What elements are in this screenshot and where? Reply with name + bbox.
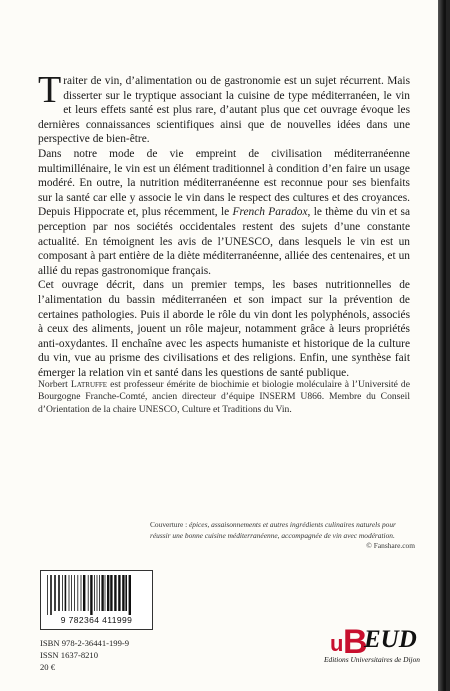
barcode-bar [83, 575, 85, 611]
author-bio [38, 379, 410, 416]
barcode-bar [58, 575, 60, 611]
author-bio-text: est professeur émérite de biochimie et biologie moléculaire à l’Université de Bourgogne Franche-Comté, ancien directeur d’équipe INSERM U866. Membre du Conseil d’Orientation de la chaire UNESCO, Culture et Traditions du Vin. [38, 379, 410, 415]
barcode-bar [81, 575, 82, 611]
barcode-bar [69, 575, 70, 611]
barcode-bar [99, 575, 100, 611]
barcode-bar [88, 575, 89, 611]
barcode [40, 570, 153, 630]
description-paragraph-3: Cet ouvrage décrit, dans un premier temps, les bases nutritionnelles de l’alimentation du bassin méditerranéen et son impact sur la prévention de certaines pathologies. Puis il aborde le rôle du vin dont les polyphénols, associés à ceux des aliments, jouent un rôle majeur, notamment grâce à leurs propriétés anti-oxydantes. Il enchaîne avec les aspects humaniste et historique de la culture du vin, vue au prisme des civilisations et des religions. Enfin, une synthèse fait émerger la relation vin et santé dans les questions de santé publique. [38, 279, 410, 379]
barcode-bar [107, 575, 109, 611]
barcode-bar [50, 575, 52, 615]
logo-u: u [330, 631, 344, 656]
barcode-bar [74, 575, 75, 611]
author-last-name: Latruffe [70, 379, 108, 390]
barcode-bar [101, 575, 103, 611]
cover-credit-description: épices, assaisonnements et autres ingrédients culinaires naturels pour réussir une bonne cuisine méditerranéenne, accompagnée de vin avec modération. [150, 520, 396, 540]
isbn-block [40, 637, 129, 661]
cover-credit-text [150, 520, 415, 541]
barcode-bar [90, 575, 92, 615]
barcode-bar [94, 575, 95, 611]
barcode-bar [77, 575, 78, 611]
french-paradox-term: French Paradox [232, 206, 308, 219]
description-paragraph-1: Traiter de vin, d’alimentation ou de gastronomie est un sujet récurrent. Mais disserter sur le tryptique associant la cuisine de type méditerranéen, le vin et leurs effets santé est plus rare, d’autant plus que cet ouvrage évoque les dernières connaissances scientifiques ainsi que de nouvelles idées dans une perspective de bien-être. [38, 69, 410, 146]
cover-credit-copyright: © Fanshare.com [366, 541, 415, 551]
issn-number: ISSN 1637-8210 [40, 650, 99, 660]
barcode-bar [62, 575, 63, 611]
barcode-bar [71, 575, 72, 611]
barcode-bar [110, 575, 112, 611]
barcode-bar [129, 575, 131, 615]
logo-eud: EUD [364, 626, 417, 653]
description-text [38, 69, 411, 380]
barcode-bar [97, 575, 98, 611]
barcode-bar [122, 575, 124, 611]
cover-credit [150, 520, 415, 552]
description-paragraph-2 [38, 147, 410, 278]
cover-credit-label: Couverture : [150, 520, 189, 529]
barcode-bar [54, 575, 56, 611]
logo-b: B [343, 623, 368, 661]
cover-edge [438, 0, 444, 691]
description-paragraph-2-b: , le thème du vin et sa perception par nos sociétés occidentales restent des sujets d’une constante actualité. En témoignent les avis de l’UNESCO, dans lesquels le vin est un composant à part entière de la diète méditerranéenne, alliée des centenaires, et un allié du repas gastronomique français. [38, 206, 411, 277]
barcode-bar [47, 575, 48, 615]
publisher-name: Editions Universitaires de Dijon [323, 655, 420, 664]
price: 20 € [40, 662, 56, 672]
barcode-digits: 9 782364 411999 [60, 615, 133, 625]
barcode-bars [46, 575, 147, 615]
author-first-name: Norbert [38, 379, 68, 390]
isbn-number: ISBN 978-2-36441-199-9 [40, 638, 130, 648]
barcode-bar [105, 575, 106, 611]
barcode-bar [125, 575, 127, 611]
barcode-bar [65, 575, 67, 611]
description-paragraph-2-a: Dans notre mode de vie empreint de civilisation méditerranéenne multimillénaire, le vin est un élément traditionnel à condition d’en faire un usage modéré. En outre, la nutrition méditerranéenne est reconnue pour ses bienfaits sur la santé car elle y associe le vin dans le respect des cultures et des croyances. Depuis Hippocrate et, plus récemment, le [38, 147, 410, 219]
barcode-bar [118, 575, 120, 611]
barcode-bar [114, 575, 116, 611]
